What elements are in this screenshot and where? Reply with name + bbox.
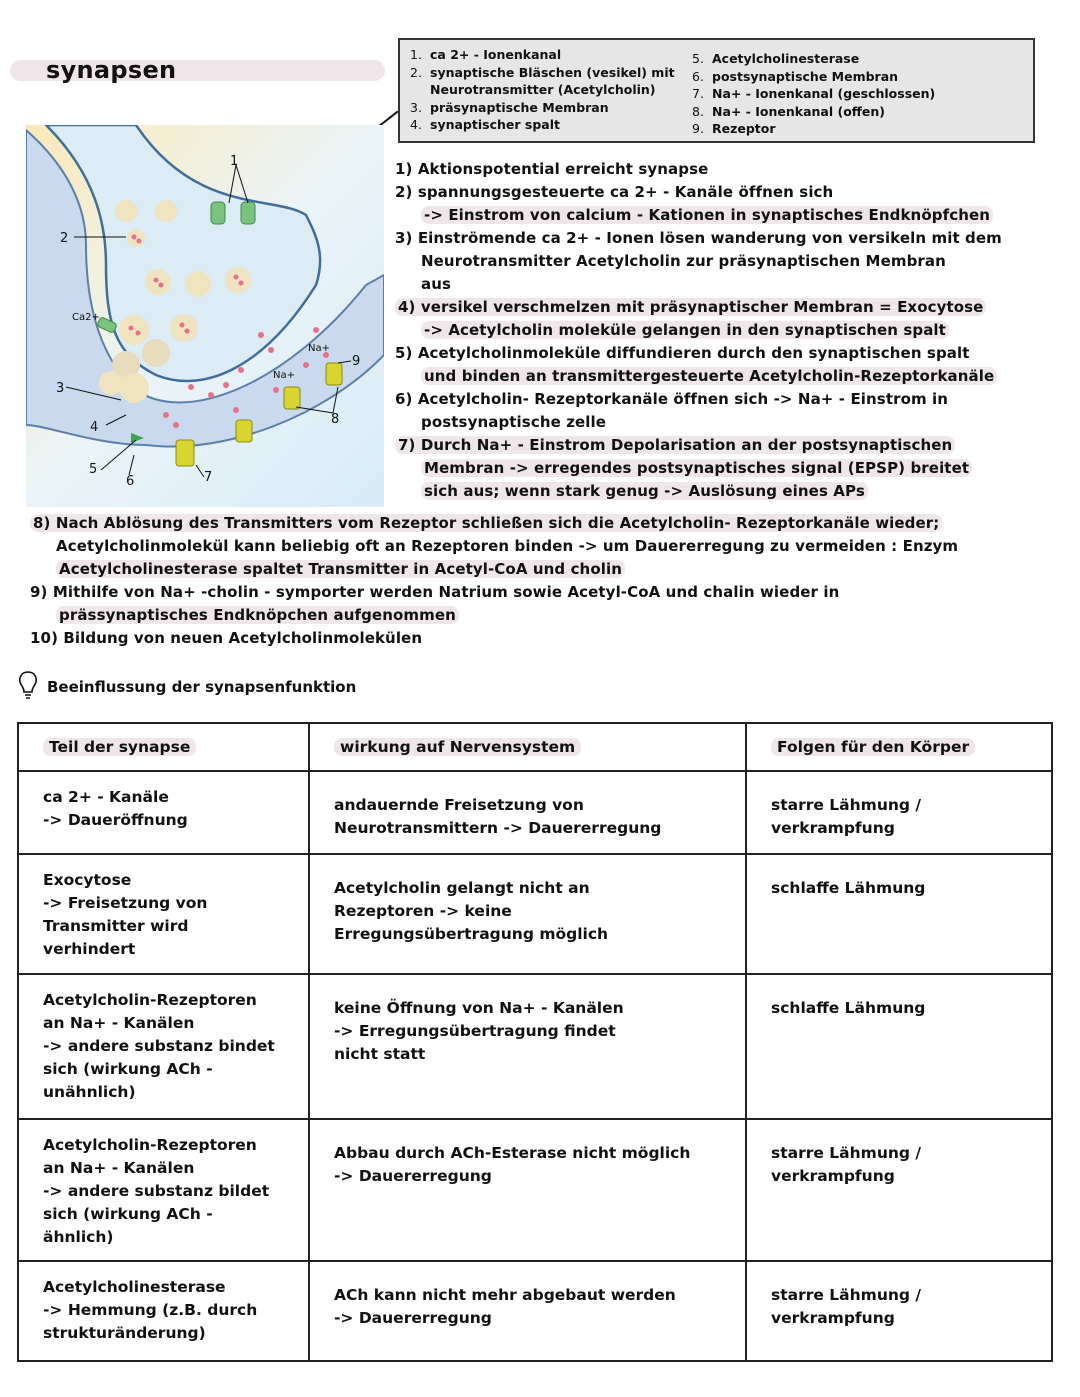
diagram-legend [398, 38, 1035, 143]
step-text: 4) versikel verschmelzen mit präsynaptischer Membran = Exocytose [395, 298, 986, 316]
step-item [30, 581, 1070, 627]
step-line [30, 535, 1070, 558]
legend-text: Acetylcholinesterase [712, 51, 860, 66]
synapse-function-table [17, 722, 1053, 1362]
legend-number: 5. [692, 51, 704, 66]
step-line [395, 342, 1080, 365]
legend-text: ca 2+ - Ionenkanal [430, 47, 562, 62]
table-cell: starre Lähmung / verkrampfung [746, 1261, 1052, 1361]
legend-item [410, 116, 675, 134]
step-line [30, 558, 1070, 581]
table-row [18, 974, 1052, 1119]
step-line [395, 204, 1080, 227]
step-line [30, 512, 1070, 535]
label-3: 3 [56, 381, 65, 396]
step-text: postsynaptische zelle [421, 413, 607, 431]
table-row [18, 854, 1052, 974]
table-cell: Acetylcholin gelangt nicht an Rezeptoren -> keine Erregungsübertragung möglich [309, 854, 746, 974]
legend-text: präsynaptische Membran [430, 99, 609, 115]
column-header [746, 723, 1052, 771]
table-cell: schlaffe Lähmung [746, 974, 1052, 1119]
step-text: aus [421, 275, 452, 293]
step-line [30, 604, 1070, 627]
table-cell: ca 2+ - Kanäle -> Daueröffnung [18, 771, 309, 854]
table-cell: Acetylcholin-Rezeptoren an Na+ - Kanälen -> andere substanz bildet sich (wirkung ACh - ähnlich) [18, 1119, 309, 1261]
legend-column-left [410, 46, 675, 134]
step-line [395, 227, 1080, 250]
legend-text: postsynaptische Membran [712, 68, 899, 84]
table-row [18, 1261, 1052, 1361]
step-line [395, 480, 1080, 503]
legend-item [410, 64, 675, 82]
legend-text: Rezeptor [712, 121, 776, 136]
step-item [395, 434, 1080, 503]
table-cell: Exocytose -> Freisetzung von Transmitter wird verhindert [18, 854, 309, 974]
table-cell: Abbau durch ACh-Esterase nicht möglich -> Dauererregung [309, 1119, 746, 1261]
legend-number: 4. [410, 117, 422, 132]
table-row [18, 771, 1052, 854]
table-cell: starre Lähmung / verkrampfung [746, 1119, 1052, 1261]
process-steps-1-7 [395, 158, 1080, 503]
legend-number: 8. [692, 103, 704, 119]
page-title: synapsen [46, 56, 177, 84]
step-item [30, 512, 1070, 581]
step-text: -> Einstrom von calcium - Kationen in synaptisches Endknöpfchen [421, 206, 993, 224]
step-text: Acetylcholinesterase spaltet Transmitter in Acetyl-CoA und cholin [56, 560, 625, 578]
step-text: 6) Acetylcholin- Rezeptorkanäle öffnen sich -> Na+ - Einstrom in [395, 390, 949, 408]
step-line [395, 158, 1080, 181]
step-text: 1) Aktionspotential erreicht synapse [395, 160, 709, 178]
legend-number [410, 81, 430, 99]
table-row [18, 1119, 1052, 1261]
table-body [18, 771, 1052, 1361]
step-line [395, 411, 1080, 434]
label-4: 4 [90, 420, 99, 435]
step-line [395, 181, 1080, 204]
table-cell: andauernde Freisetzung von Neurotransmittern -> Dauererregung [309, 771, 746, 854]
step-text: Acetylcholinmolekül kann beliebig oft an Rezeptoren binden -> um Dauererregung zu vermeiden : Enzym [56, 537, 959, 555]
step-text: und binden an transmittergesteuerte Acetylcholin-Rezeptorkanäle [421, 367, 997, 385]
legend-item [692, 120, 935, 138]
synapse-diagram [26, 125, 384, 507]
step-text: 10) Bildung von neuen Acetylcholinmolekülen [30, 629, 423, 647]
table-cell: keine Öffnung von Na+ - Kanälen -> Erregungsübertragung findet nicht statt [309, 974, 746, 1119]
legend-item [692, 103, 935, 121]
label-6: 6 [126, 474, 135, 489]
step-item [395, 227, 1080, 296]
step-line [395, 296, 1080, 319]
step-text: sich aus; wenn stark genug -> Auslösung eines APs [421, 482, 868, 500]
legend-number: 6. [692, 68, 704, 84]
legend-number: 9. [692, 121, 704, 136]
step-text: 7) Durch Na+ - Einstrom Depolarisation an der postsynaptischen [395, 436, 955, 454]
label-7: 7 [204, 470, 213, 485]
step-line [395, 388, 1080, 411]
label-5: 5 [89, 462, 98, 477]
legend-text: Na+ - Ionenkanal (geschlossen) [712, 86, 936, 101]
legend-item [410, 81, 675, 99]
legend-text: Neurotransmitter (Acetylcholin) [430, 82, 656, 97]
step-item [395, 158, 1080, 181]
label-2: 2 [60, 231, 69, 246]
legend-number: 3. [410, 99, 422, 115]
lightbulb-icon [17, 670, 39, 702]
table-cell: starre Lähmung / verkrampfung [746, 771, 1052, 854]
step-item [30, 627, 1070, 650]
step-line [30, 627, 1070, 650]
sodium-ion-label: Na+ [308, 343, 330, 354]
table-cell: Acetylcholin-Rezeptoren an Na+ - Kanälen -> andere substanz bindet sich (wirkung ACh - unähnlich) [18, 974, 309, 1119]
step-item [395, 181, 1080, 227]
step-text: 8) Nach Ablösung des Transmitters vom Rezeptor schließen sich die Acetylcholin- Rezeptorkanäle wieder; [30, 514, 942, 532]
table-cell: schlaffe Lähmung [746, 854, 1052, 974]
step-text: prässynaptisches Endknöpchen aufgenommen [56, 606, 459, 624]
step-line [395, 273, 1080, 296]
step-item [395, 342, 1080, 388]
section-heading: Beeinflussung der synapsenfunktion [47, 678, 357, 696]
legend-number: 1. [410, 47, 422, 62]
label-8: 8 [331, 412, 340, 427]
calcium-ion-label: Ca2+ [72, 312, 100, 323]
legend-item [410, 99, 675, 117]
legend-item [410, 46, 675, 64]
legend-item [692, 50, 935, 68]
column-header-label: Teil der synapse [43, 738, 196, 756]
sodium-ion-label-2: Na+ [273, 370, 295, 381]
table-cell: Acetylcholinesterase -> Hemmung (z.B. durch strukturänderung) [18, 1261, 309, 1361]
column-header-label: wirkung auf Nervensystem [334, 738, 581, 756]
column-header [18, 723, 309, 771]
legend-text: synaptische Bläschen (vesikel) mit [430, 64, 675, 80]
label-1: 1 [230, 154, 239, 169]
step-text: 5) Acetylcholinmoleküle diffundieren durch den synaptischen spalt [395, 344, 970, 362]
column-header-label: Folgen für den Körper [771, 738, 975, 756]
step-line [395, 250, 1080, 273]
label-9: 9 [352, 354, 361, 369]
process-steps-8-10 [30, 512, 1070, 650]
legend-item [692, 68, 935, 86]
legend-column-right [692, 50, 935, 138]
step-text: 3) Einströmende ca 2+ - Ionen lösen wanderung von versikeln mit dem [395, 229, 1002, 247]
step-line [395, 365, 1080, 388]
step-line [395, 319, 1080, 342]
step-text: Membran -> erregendes postsynaptisches signal (EPSP) breitet [421, 459, 972, 477]
step-text: Neurotransmitter Acetylcholin zur präsynaptischen Membran [421, 252, 946, 270]
legend-text: synaptischer spalt [430, 117, 560, 132]
step-text: 2) spannungsgesteuerte ca 2+ - Kanäle öffnen sich [395, 183, 834, 201]
step-text: 9) Mithilfe von Na+ -cholin - symporter werden Natrium sowie Acetyl-CoA und chalin wieder in [30, 583, 840, 601]
step-line [395, 457, 1080, 480]
table-cell: ACh kann nicht mehr abgebaut werden -> Dauererregung [309, 1261, 746, 1361]
legend-number: 2. [410, 64, 422, 80]
column-header [309, 723, 746, 771]
step-item [395, 388, 1080, 434]
step-item [395, 296, 1080, 342]
step-line [395, 434, 1080, 457]
legend-number: 7. [692, 86, 704, 101]
legend-text: Na+ - Ionenkanal (offen) [712, 103, 886, 119]
step-line [30, 581, 1070, 604]
legend-item [692, 85, 935, 103]
step-text: -> Acetylcholin moleküle gelangen in den synaptischen spalt [421, 321, 949, 339]
table-header-row [18, 723, 1052, 771]
